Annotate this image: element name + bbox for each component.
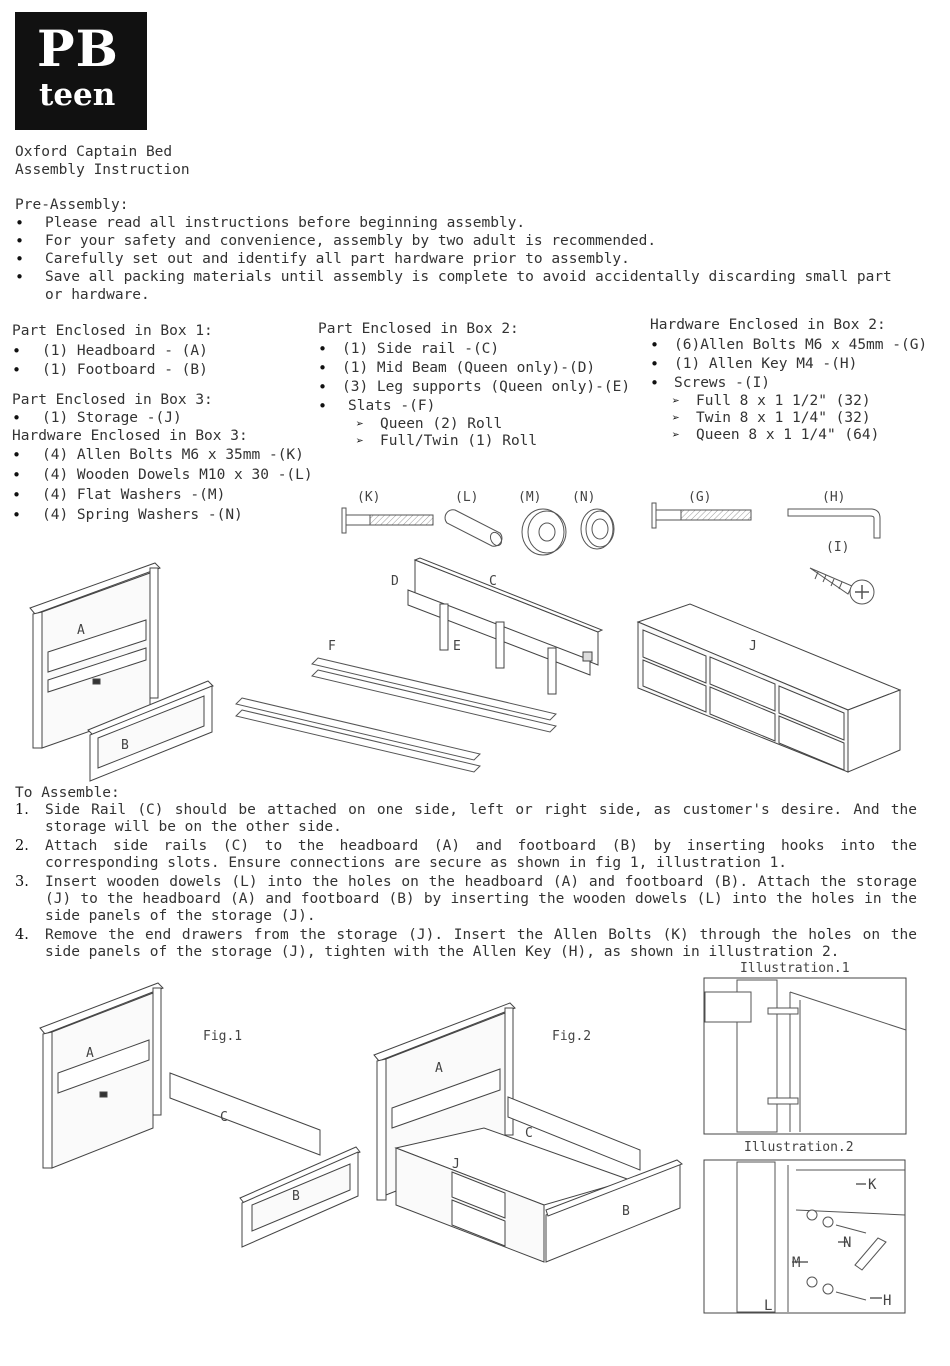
- spring-washer-n-icon: [581, 509, 614, 549]
- part-label-f: F: [328, 639, 336, 654]
- list-item: • Save all packing materials until assembly is complete to avoid accidentally discarding small part: [15, 268, 935, 286]
- side-rail-c-drawing: [408, 558, 602, 675]
- illustration-1: [704, 978, 906, 1134]
- allen-key-h-icon: [788, 509, 880, 538]
- ill2-label-h: H: [883, 1293, 892, 1309]
- list-item: • Please read all instructions before beginning assembly.: [15, 214, 935, 232]
- list-item: • (4) Spring Washers -(N): [12, 505, 313, 525]
- list-item: • (4) Wooden Dowels M10 x 30 -(L): [12, 465, 313, 485]
- step-number: 4.: [15, 927, 29, 943]
- part-label-j: J: [749, 639, 757, 654]
- list-item: • (1) Side rail -(C): [318, 340, 630, 359]
- list-item: • (4) Flat Washers -(M): [12, 485, 313, 505]
- hw3-heading: Hardware Enclosed in Box 3:: [12, 428, 248, 444]
- ill2-label-m: M: [792, 1255, 801, 1271]
- ill2-label-l: L: [764, 1298, 773, 1314]
- step-item: [15, 927, 917, 961]
- step-text: Side Rail (C) should be attached on one side, left or right side, as customer's desire. And the storage will be on the other side.: [45, 802, 917, 835]
- sub-item: ➢ Queen 8 x 1 1/4" (64): [672, 427, 927, 444]
- part-label-b: B: [121, 738, 129, 753]
- part-label-a: A: [77, 623, 85, 638]
- sub-item: ➢ Twin 8 x 1 1/4" (32): [672, 410, 927, 427]
- ill2-label-n: N: [843, 1235, 852, 1251]
- logo-line-1: PB: [37, 19, 119, 78]
- step-item: [15, 802, 917, 836]
- list-item: • Slats -(F): [318, 397, 630, 416]
- allen-bolt-k-icon: [342, 508, 433, 533]
- step-text: Attach side rails (C) to the headboard (A) and footboard (B) by inserting hooks into the corresponding slots. Ensure connections are secure as shown in fig 1, illustration 1.: [45, 838, 917, 871]
- list-item: • (3) Leg supports (Queen only)-(E): [318, 378, 630, 397]
- logo-line-2: teen: [39, 77, 116, 113]
- list-item: • (6)Allen Bolts M6 x 45mm -(G): [650, 336, 927, 355]
- screw-i-icon: [810, 568, 874, 604]
- flat-washer-m-icon: [522, 509, 566, 555]
- allen-bolt-g-icon: [652, 503, 751, 528]
- pre-assembly-heading: Pre-Assembly:: [15, 197, 129, 213]
- storage-j-drawing: [638, 604, 900, 772]
- part-label-e: E: [453, 639, 461, 654]
- fig1-label: Fig.1: [203, 1029, 243, 1044]
- box2-heading: Part Enclosed in Box 2:: [318, 321, 519, 337]
- part-label-d: D: [391, 574, 399, 589]
- fig1-drawing: [40, 983, 360, 1247]
- assemble-section: [15, 784, 917, 963]
- step-number: 3.: [15, 874, 29, 890]
- list-item: • Screws -(I): [650, 374, 927, 393]
- list-item: • (1) Footboard - (B): [12, 361, 213, 380]
- box3-heading: Part Enclosed in Box 3:: [12, 392, 213, 408]
- sub-item: ➢ Queen (2) Roll: [356, 416, 630, 433]
- fig2-label-c: C: [525, 1126, 533, 1141]
- title-line-1: Oxford Captain Bed: [15, 144, 173, 160]
- slats-f-drawing: [236, 658, 556, 772]
- list-item: • (4) Allen Bolts M6 x 35mm -(K): [12, 445, 313, 465]
- step-number: 2.: [15, 838, 29, 854]
- list-item: • (1) Allen Key M4 -(H): [650, 355, 927, 374]
- list-item: • (1) Headboard - (A): [12, 342, 213, 361]
- step-item: [15, 874, 917, 925]
- step-text: Remove the end drawers from the storage (J). Insert the Allen Bolts (K) through the holes on the side panels of the storage (J), tighten with the Allen Key (H), as shown in illustration 2.: [45, 927, 917, 960]
- fig1-label-b: B: [292, 1189, 300, 1204]
- list-item: • For your safety and convenience, assembly by two adult is recommended.: [15, 232, 935, 250]
- label-h: (H): [822, 490, 846, 505]
- assemble-steps: [15, 802, 917, 961]
- list-item-continuation: or hardware.: [45, 287, 150, 303]
- ill2-label-k: K: [868, 1177, 877, 1193]
- label-l: (L): [455, 490, 479, 505]
- fig1-label-a: A: [86, 1046, 94, 1061]
- assemble-heading: To Assemble:: [15, 785, 120, 801]
- fig1-label-c: C: [220, 1110, 228, 1125]
- sub-item: ➢ Full/Twin (1) Roll: [356, 433, 630, 450]
- list-item: • (1) Storage -(J): [12, 409, 313, 427]
- step-text: Insert wooden dowels (L) into the holes on the headboard (A) and footboard (B). Attach the storage (J) to the headboard (A) and footboard (B) by inserting the wooden dowels (L) into the holes in the side panels of the storage (J).: [45, 874, 917, 924]
- list-item: • Carefully set out and identify all part hardware prior to assembly.: [15, 250, 935, 268]
- fig2-label-j: J: [452, 1157, 460, 1172]
- list-item: • (1) Mid Beam (Queen only)-(D): [318, 359, 630, 378]
- illustration-2-label: Illustration.2: [744, 1140, 854, 1155]
- label-m: (M): [518, 490, 542, 505]
- box1-heading: Part Enclosed in Box 1:: [12, 323, 213, 339]
- label-k: (K): [357, 490, 381, 505]
- fig2-label-b: B: [622, 1204, 630, 1219]
- part-label-c: C: [489, 574, 497, 589]
- step-item: [15, 838, 917, 872]
- step-number: 1.: [15, 802, 29, 818]
- hw2-heading: Hardware Enclosed in Box 2:: [650, 317, 886, 333]
- fig2-label-a: A: [435, 1061, 443, 1076]
- label-n: (N): [572, 490, 596, 505]
- fig2-label: Fig.2: [552, 1029, 592, 1044]
- label-i: (I): [826, 540, 850, 555]
- illustration-1-label: Illustration.1: [740, 961, 850, 976]
- illustration-2: [704, 1160, 905, 1314]
- title-line-2: Assembly Instruction: [15, 162, 190, 178]
- wooden-dowel-l-icon: [445, 510, 504, 548]
- sub-item: ➢ Full 8 x 1 1/2" (32): [672, 393, 927, 410]
- label-g: (G): [688, 490, 712, 505]
